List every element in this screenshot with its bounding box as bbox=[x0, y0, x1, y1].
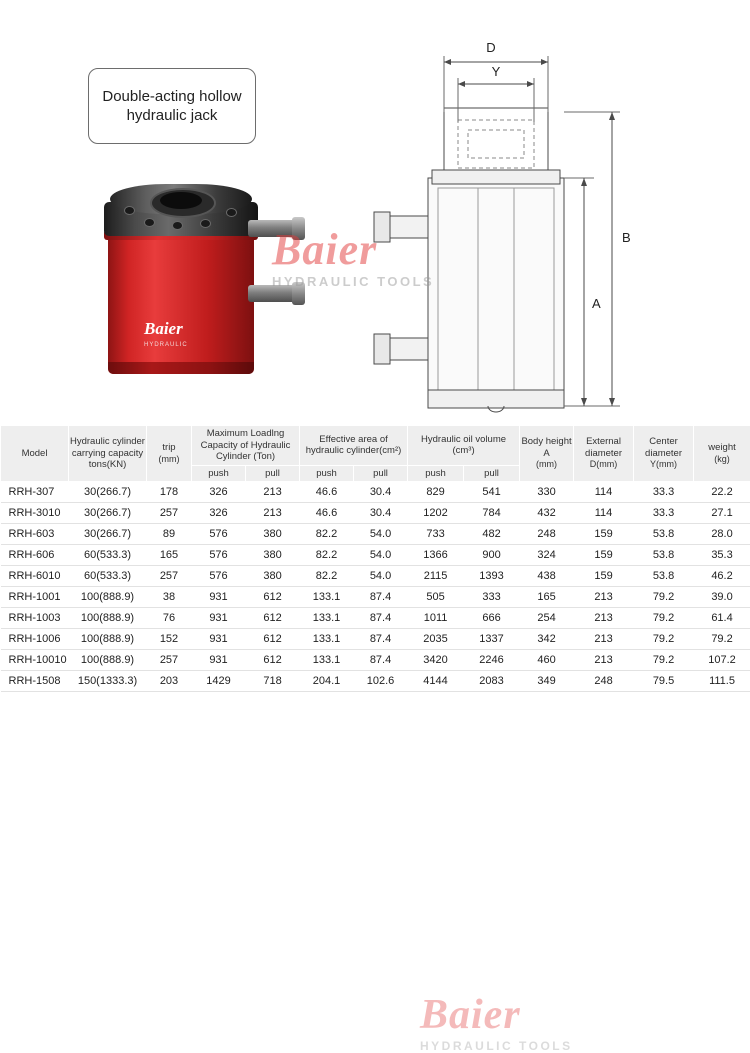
cell-center_y: 53.8 bbox=[634, 545, 694, 566]
cell-area_push: 133.1 bbox=[300, 587, 354, 608]
cell-load_push: 1429 bbox=[192, 671, 246, 692]
cell-area_push: 46.6 bbox=[300, 503, 354, 524]
cell-oil_pull: 784 bbox=[464, 503, 520, 524]
header-max-load: Maximum Loadlng Capacity of Hydraulic Cylinder (Ton) bbox=[192, 426, 300, 466]
cell-trip: 178 bbox=[147, 482, 192, 503]
header-load-pull: pull bbox=[246, 465, 300, 482]
drawing-body bbox=[428, 178, 564, 406]
cell-model: RRH-307 bbox=[1, 482, 69, 503]
cell-trip: 38 bbox=[147, 587, 192, 608]
cell-trip: 257 bbox=[147, 566, 192, 587]
header-trip-unit: (mm) bbox=[159, 454, 180, 464]
cell-capacity: 150(1333.3) bbox=[69, 671, 147, 692]
header-external-diameter-label: External diameter bbox=[585, 436, 622, 459]
cell-weight: 39.0 bbox=[694, 587, 750, 608]
cell-weight: 22.2 bbox=[694, 482, 750, 503]
cell-height: 460 bbox=[520, 650, 574, 671]
header-center-diameter-unit: Y(mm) bbox=[650, 459, 677, 469]
cell-center_y: 79.5 bbox=[634, 671, 694, 692]
cell-height: 324 bbox=[520, 545, 574, 566]
cell-oil_pull: 541 bbox=[464, 482, 520, 503]
header-capacity: Hydraulic cylinder carrying capacity tons(KN) bbox=[69, 426, 147, 482]
cell-area_pull: 87.4 bbox=[354, 608, 408, 629]
cell-oil_push: 1202 bbox=[408, 503, 464, 524]
header-center-diameter bbox=[634, 426, 694, 482]
cell-height: 438 bbox=[520, 566, 574, 587]
table-row bbox=[1, 503, 750, 524]
cell-ext_d: 159 bbox=[574, 524, 634, 545]
spec-table-wrapper bbox=[0, 425, 750, 692]
hydraulic-port-cap-lower bbox=[292, 282, 305, 305]
cell-trip: 89 bbox=[147, 524, 192, 545]
header-load-push: push bbox=[192, 465, 246, 482]
cell-ext_d: 248 bbox=[574, 671, 634, 692]
cell-ext_d: 159 bbox=[574, 566, 634, 587]
table-row bbox=[1, 608, 750, 629]
cell-height: 330 bbox=[520, 482, 574, 503]
jack-body-base bbox=[108, 362, 254, 374]
cell-oil_pull: 900 bbox=[464, 545, 520, 566]
cell-load_pull: 718 bbox=[246, 671, 300, 692]
cell-area_push: 133.1 bbox=[300, 629, 354, 650]
bolt-icon bbox=[172, 221, 183, 230]
product-logo-tagline: HYDRAULIC bbox=[144, 337, 188, 354]
hydraulic-port-lower bbox=[248, 285, 296, 302]
cell-area_push: 46.6 bbox=[300, 482, 354, 503]
table-row bbox=[1, 650, 750, 671]
cell-ext_d: 213 bbox=[574, 608, 634, 629]
watermark-brand: Baier bbox=[272, 228, 434, 272]
header-trip bbox=[147, 426, 192, 482]
cell-load_push: 576 bbox=[192, 524, 246, 545]
header-external-diameter-unit: D(mm) bbox=[590, 459, 618, 469]
cell-load_push: 326 bbox=[192, 482, 246, 503]
cell-area_pull: 87.4 bbox=[354, 650, 408, 671]
specification-table bbox=[0, 425, 750, 692]
cell-area_pull: 30.4 bbox=[354, 503, 408, 524]
watermark-tagline: HYDRAULIC TOOLS bbox=[272, 274, 434, 289]
cell-weight: 107.2 bbox=[694, 650, 750, 671]
cell-model: RRH-1006 bbox=[1, 629, 69, 650]
cell-load_push: 576 bbox=[192, 545, 246, 566]
jack-center-bore bbox=[160, 192, 202, 209]
cell-load_push: 931 bbox=[192, 608, 246, 629]
cell-oil_push: 1366 bbox=[408, 545, 464, 566]
cell-model: RRH-6010 bbox=[1, 566, 69, 587]
cell-oil_pull: 2083 bbox=[464, 671, 520, 692]
cell-weight: 111.5 bbox=[694, 671, 750, 692]
drawing-label-a: A bbox=[592, 296, 601, 311]
bolt-icon bbox=[200, 219, 211, 228]
cell-weight: 61.4 bbox=[694, 608, 750, 629]
cell-oil_pull: 333 bbox=[464, 587, 520, 608]
cell-oil_pull: 666 bbox=[464, 608, 520, 629]
cell-center_y: 33.3 bbox=[634, 503, 694, 524]
header-weight-unit: (kg) bbox=[714, 454, 730, 464]
cell-area_pull: 54.0 bbox=[354, 566, 408, 587]
cell-ext_d: 213 bbox=[574, 587, 634, 608]
cell-ext_d: 159 bbox=[574, 545, 634, 566]
cell-capacity: 100(888.9) bbox=[69, 629, 147, 650]
cell-load_pull: 213 bbox=[246, 482, 300, 503]
product-photo bbox=[100, 180, 320, 390]
header-body-height-label: Body height A bbox=[521, 436, 571, 459]
cell-center_y: 53.8 bbox=[634, 524, 694, 545]
cell-oil_push: 1011 bbox=[408, 608, 464, 629]
cell-load_pull: 213 bbox=[246, 503, 300, 524]
cell-oil_push: 2035 bbox=[408, 629, 464, 650]
table-row bbox=[1, 587, 750, 608]
table-body bbox=[1, 482, 750, 692]
cell-weight: 28.0 bbox=[694, 524, 750, 545]
cell-oil_pull: 482 bbox=[464, 524, 520, 545]
table-row bbox=[1, 524, 750, 545]
cell-ext_d: 114 bbox=[574, 482, 634, 503]
technical-drawing bbox=[370, 20, 700, 420]
header-trip-label: trip bbox=[162, 442, 175, 453]
cell-trip: 76 bbox=[147, 608, 192, 629]
cell-model: RRH-3010 bbox=[1, 503, 69, 524]
cell-model: RRH-606 bbox=[1, 545, 69, 566]
header-body-height bbox=[520, 426, 574, 482]
header-area-pull: pull bbox=[354, 465, 408, 482]
cell-area_push: 82.2 bbox=[300, 545, 354, 566]
callout-text: Double-acting hollow hydraulic jack bbox=[89, 87, 255, 125]
cell-load_push: 931 bbox=[192, 587, 246, 608]
cell-weight: 79.2 bbox=[694, 629, 750, 650]
header-model: Model bbox=[1, 426, 69, 482]
cell-area_push: 82.2 bbox=[300, 566, 354, 587]
cell-load_pull: 380 bbox=[246, 545, 300, 566]
cell-oil_pull: 2246 bbox=[464, 650, 520, 671]
watermark-table bbox=[420, 993, 573, 1053]
cell-height: 432 bbox=[520, 503, 574, 524]
drawing-label-b: B bbox=[622, 230, 631, 245]
bolt-icon bbox=[144, 218, 155, 227]
cell-capacity: 30(266.7) bbox=[69, 503, 147, 524]
header-oil-push: push bbox=[408, 465, 464, 482]
cell-load_push: 931 bbox=[192, 650, 246, 671]
cell-weight: 46.2 bbox=[694, 566, 750, 587]
cell-load_push: 576 bbox=[192, 566, 246, 587]
cell-oil_push: 733 bbox=[408, 524, 464, 545]
cell-area_push: 204.1 bbox=[300, 671, 354, 692]
cell-weight: 27.1 bbox=[694, 503, 750, 524]
cell-ext_d: 213 bbox=[574, 629, 634, 650]
cell-load_pull: 612 bbox=[246, 650, 300, 671]
cell-load_pull: 380 bbox=[246, 524, 300, 545]
cell-load_pull: 380 bbox=[246, 566, 300, 587]
cell-model: RRH-1003 bbox=[1, 608, 69, 629]
product-illustration bbox=[0, 0, 750, 425]
header-oil-pull: pull bbox=[464, 465, 520, 482]
cell-area_push: 82.2 bbox=[300, 524, 354, 545]
cell-area_pull: 30.4 bbox=[354, 482, 408, 503]
table-row bbox=[1, 629, 750, 650]
cell-oil_pull: 1393 bbox=[464, 566, 520, 587]
cell-capacity: 30(266.7) bbox=[69, 524, 147, 545]
cell-area_push: 133.1 bbox=[300, 608, 354, 629]
hydraulic-port-upper bbox=[248, 220, 296, 237]
cell-oil_push: 829 bbox=[408, 482, 464, 503]
cell-capacity: 60(533.3) bbox=[69, 545, 147, 566]
cell-capacity: 100(888.9) bbox=[69, 608, 147, 629]
cell-trip: 165 bbox=[147, 545, 192, 566]
cell-trip: 203 bbox=[147, 671, 192, 692]
cell-oil_pull: 1337 bbox=[464, 629, 520, 650]
table-row bbox=[1, 482, 750, 503]
header-oil-volume: Hydraulic oil volume (cm³) bbox=[408, 426, 520, 466]
cell-oil_push: 505 bbox=[408, 587, 464, 608]
header-center-diameter-label: Center diameter bbox=[645, 436, 682, 459]
cell-height: 254 bbox=[520, 608, 574, 629]
cell-model: RRH-1508 bbox=[1, 671, 69, 692]
header-effective-area: Effective area of hydraulic cylinder(cm²) bbox=[300, 426, 408, 466]
cell-height: 342 bbox=[520, 629, 574, 650]
cell-center_y: 79.2 bbox=[634, 629, 694, 650]
cell-area_pull: 87.4 bbox=[354, 587, 408, 608]
header-weight-label: weight bbox=[708, 442, 735, 453]
cell-model: RRH-10010 bbox=[1, 650, 69, 671]
header-external-diameter bbox=[574, 426, 634, 482]
cell-area_pull: 87.4 bbox=[354, 629, 408, 650]
cell-area_pull: 54.0 bbox=[354, 545, 408, 566]
cell-area_pull: 102.6 bbox=[354, 671, 408, 692]
cell-trip: 257 bbox=[147, 503, 192, 524]
bolt-icon bbox=[124, 206, 135, 215]
header-area-push: push bbox=[300, 465, 354, 482]
cell-ext_d: 114 bbox=[574, 503, 634, 524]
cell-height: 248 bbox=[520, 524, 574, 545]
product-logo bbox=[144, 320, 188, 354]
cell-oil_push: 2115 bbox=[408, 566, 464, 587]
hydraulic-port-cap-upper bbox=[292, 217, 305, 240]
cell-capacity: 100(888.9) bbox=[69, 587, 147, 608]
cell-center_y: 79.2 bbox=[634, 650, 694, 671]
cell-height: 165 bbox=[520, 587, 574, 608]
cell-load_pull: 612 bbox=[246, 608, 300, 629]
header-weight bbox=[694, 426, 750, 482]
cell-trip: 257 bbox=[147, 650, 192, 671]
cell-model: RRH-603 bbox=[1, 524, 69, 545]
cell-oil_push: 3420 bbox=[408, 650, 464, 671]
cell-area_push: 133.1 bbox=[300, 650, 354, 671]
cell-weight: 35.3 bbox=[694, 545, 750, 566]
drawing-label-y: Y bbox=[492, 64, 501, 79]
watermark-brand: Baier bbox=[420, 993, 573, 1037]
cell-trip: 152 bbox=[147, 629, 192, 650]
table-row bbox=[1, 671, 750, 692]
cell-load_push: 931 bbox=[192, 629, 246, 650]
cell-load_pull: 612 bbox=[246, 587, 300, 608]
header-body-height-unit: (mm) bbox=[536, 459, 557, 469]
cell-capacity: 60(533.3) bbox=[69, 566, 147, 587]
bolt-icon bbox=[226, 208, 237, 217]
cell-load_pull: 612 bbox=[246, 629, 300, 650]
cell-capacity: 100(888.9) bbox=[69, 650, 147, 671]
table-header-row-1 bbox=[1, 426, 750, 466]
callout-box bbox=[88, 68, 256, 144]
cell-capacity: 30(266.7) bbox=[69, 482, 147, 503]
cell-oil_push: 4144 bbox=[408, 671, 464, 692]
cell-center_y: 53.8 bbox=[634, 566, 694, 587]
cell-height: 349 bbox=[520, 671, 574, 692]
cell-load_push: 326 bbox=[192, 503, 246, 524]
watermark-tagline: HYDRAULIC TOOLS bbox=[420, 1039, 573, 1053]
cell-center_y: 79.2 bbox=[634, 587, 694, 608]
product-logo-brand: Baier bbox=[144, 319, 183, 338]
table-row bbox=[1, 566, 750, 587]
cell-center_y: 79.2 bbox=[634, 608, 694, 629]
cell-model: RRH-1001 bbox=[1, 587, 69, 608]
table-row bbox=[1, 545, 750, 566]
cell-center_y: 33.3 bbox=[634, 482, 694, 503]
cell-area_pull: 54.0 bbox=[354, 524, 408, 545]
cell-ext_d: 213 bbox=[574, 650, 634, 671]
drawing-label-d: D bbox=[486, 40, 495, 55]
